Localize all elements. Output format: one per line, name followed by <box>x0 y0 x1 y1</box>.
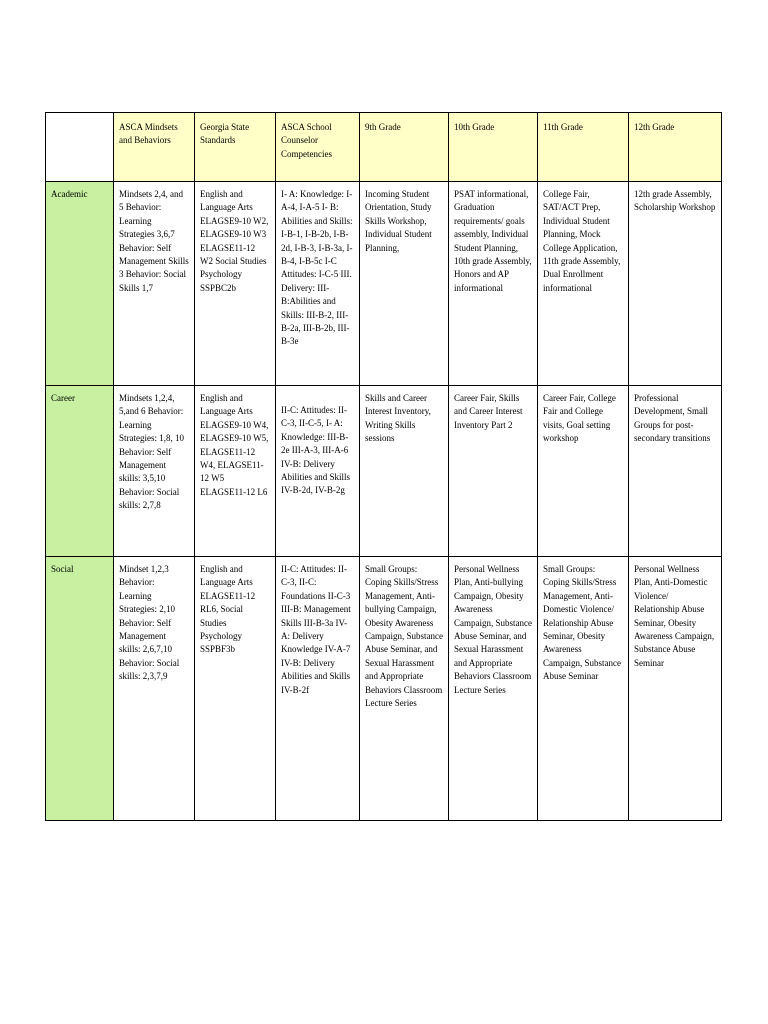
row-label-career: Career <box>46 386 114 557</box>
row-career <box>46 386 722 557</box>
career-12th-cell: Professional Development, Small Groups for post-secondary transitions <box>629 386 722 557</box>
academic-11th-cell: College Fair, SAT/ACT Prep, Individual Student Planning, Mock College Application, 11th grade Assembly, Dual Enrollment informational <box>538 182 629 386</box>
header-12th-grade: 12th Grade <box>629 113 722 182</box>
academic-asca-cell: Mindsets 2,4, and 5 Behavior: Learning Strategies 3,6,7 Behavior: Self Management Skills 3 Behavior: Social Skills 1,7 <box>114 182 195 386</box>
career-11th-cell: Career Fair, College Fair and College visits, Goal setting workshop <box>538 386 629 557</box>
career-asca-cell: Mindsets 1,2,4, 5,and 6 Behavior: Learning Strategies: 1,8, 10 Behavior: Self Management skills: 3,5,10 Behavior: Social skills: 2,7,8 <box>114 386 195 557</box>
header-9th-grade: 9th Grade <box>360 113 449 182</box>
academic-12th-cell: 12th grade Assembly, Scholarship Workshop <box>629 182 722 386</box>
header-asca-mindsets: ASCA Mindsets and Behaviors <box>114 113 195 182</box>
counseling-standards-table <box>45 112 722 821</box>
social-9th-cell: Small Groups: Coping Skills/Stress Management, Anti-bullying Campaign, Obesity Awareness Campaign, Substance Abuse Seminar, and Sexual Harassment and Appropriate Behaviors Classroom Lecture Series <box>360 557 449 821</box>
row-social <box>46 557 722 821</box>
academic-9th-cell: Incoming Student Orientation, Study Skills Workshop, Individual Student Planning, <box>360 182 449 386</box>
header-11th-grade: 11th Grade <box>538 113 629 182</box>
social-asca-cell: Mindset 1,2,3 Behavior: Learning Strategies: 2,10 Behavior: Self Management skills: 2,6,7,10 Behavior: Social skills: 2,3,7,9 <box>114 557 195 821</box>
social-10th-cell: Personal Wellness Plan, Anti-bullying Campaign, Obesity Awareness Campaign, Substance Abuse Seminar, and Sexual Harassment and Appropriate Behaviors Classroom Lecture Series <box>449 557 538 821</box>
social-competencies-cell: II-C: Attitudes: II-C-3, II-C: Foundations II-C-3 III-B: Management Skills III-B-3a IV-A: Delivery Knowledge IV-A-7 IV-B: Delivery Abilities and Skills IV-B-2f <box>276 557 360 821</box>
header-10th-grade: 10th Grade <box>449 113 538 182</box>
career-georgia-cell: English and Language Arts ELAGSE9-10 W4, ELAGSE9-10 W5, ELAGSE11-12 W4, ELAGSE11-12 W5 ELAGSE11-12 L6 <box>195 386 276 557</box>
row-label-academic: Academic <box>46 182 114 386</box>
social-11th-cell: Small Groups: Coping Skills/Stress Management, Anti-Domestic Violence/ Relationship Abuse Seminar, Obesity Awareness Campaign, Substance Abuse Seminar <box>538 557 629 821</box>
academic-competencies-cell: I- A: Knowledge: I-A-4, I-A-5 I- B: Abilities and Skills: I-B-1, I-B-2b, I-B-2d, I-B-3, I-B-3a, I-B-4, I-B-5c I-C Attitudes: I-C-5 III. Delivery: III-B:Abilities and Skills: III-B-2, III-B-2a, III-B-2b, III-B-3e <box>276 182 360 386</box>
academic-10th-cell: PSAT informational, Graduation requirements/ goals assembly, Individual Student Planning, 10th grade Assembly, Honors and AP informational <box>449 182 538 386</box>
social-georgia-cell: English and Language Arts ELAGSE11-12 RL6, Social Studies Psychology SSPBF3b <box>195 557 276 821</box>
career-9th-cell: Skills and Career Interest Inventory, Writing Skills sessions <box>360 386 449 557</box>
corner-cell <box>46 113 114 182</box>
row-label-social: Social <box>46 557 114 821</box>
header-row <box>46 113 722 182</box>
header-georgia-standards: Georgia State Standards <box>195 113 276 182</box>
row-academic <box>46 182 722 386</box>
academic-georgia-cell: English and Language Arts ELAGSE9-10 W2, ELAGSE9-10 W3 ELAGSE11-12 W2 Social Studies Psychology SSPBC2b <box>195 182 276 386</box>
career-competencies-cell: II-C: Attitudes: II-C-3, II-C-5, I- A: Knowledge: III-B-2e III-A-3, III-A-6 IV-B: Delivery Abilities and Skills IV-B-2d, IV-B-2g <box>276 386 360 557</box>
header-counselor-competencies: ASCA School Counselor Competencies <box>276 113 360 182</box>
career-10th-cell: Career Fair, Skills and Career Interest Inventory Part 2 <box>449 386 538 557</box>
social-12th-cell: Personal Wellness Plan, Anti-Domestic Violence/ Relationship Abuse Seminar, Obesity Awareness Campaign, Substance Abuse Seminar <box>629 557 722 821</box>
